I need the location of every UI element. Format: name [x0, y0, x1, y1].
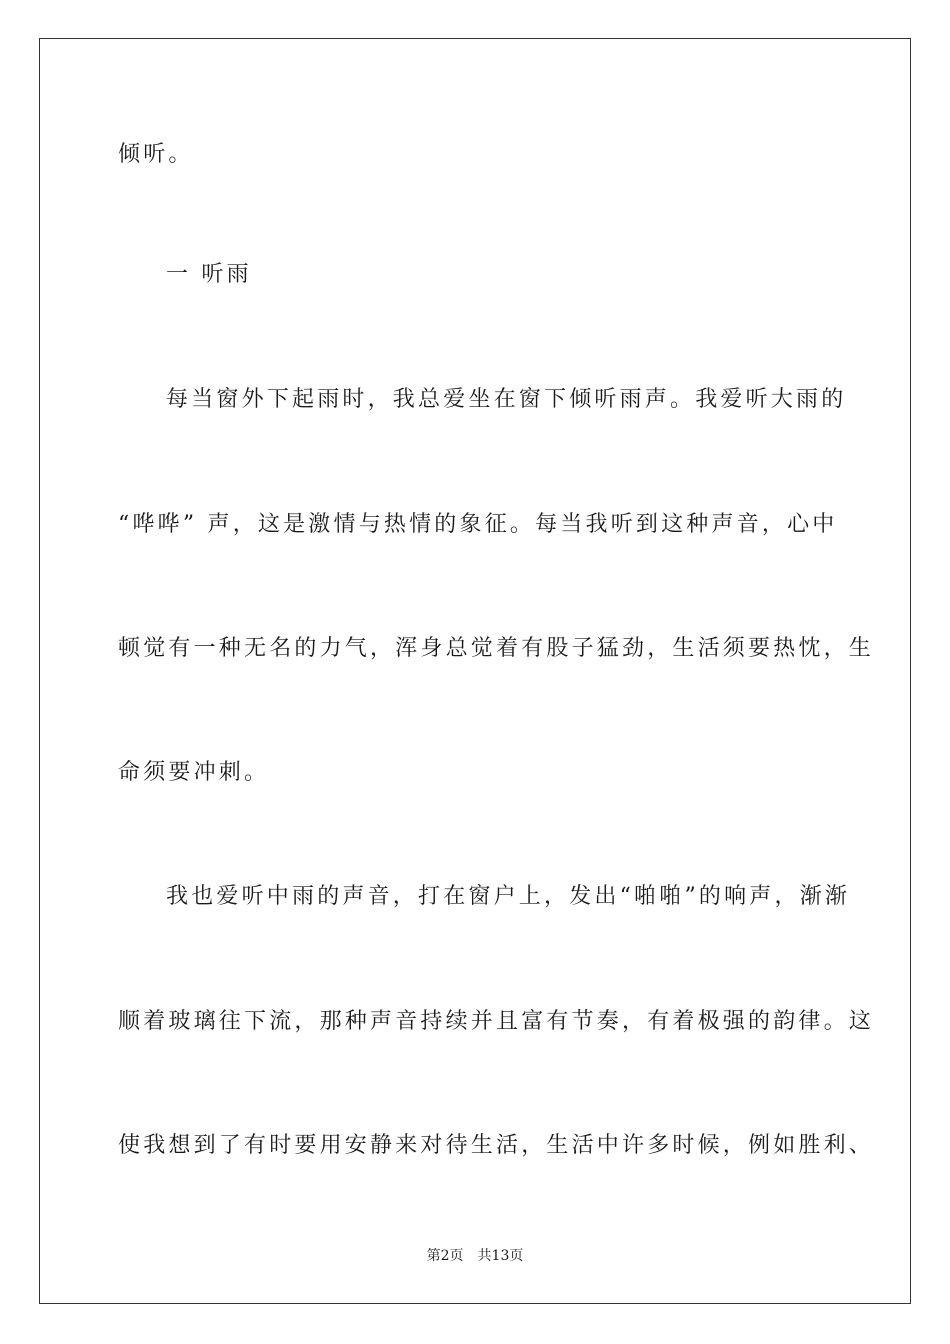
text-line: 使我想到了有时要用安静来对待生活，生活中许多时候，例如胜利、 — [118, 1133, 875, 1158]
text-line: 顺着玻璃往下流，那种声音持续并且富有节奏，有着极强的韵律。这 — [118, 1009, 875, 1034]
page-number: 第2页 — [426, 1248, 464, 1264]
page-total: 共13页 — [477, 1248, 524, 1264]
text-line: “哗哗” 声，这是激情与热情的象征。每当我听到这种声音，心中 — [118, 512, 838, 537]
text-line: 顿觉有一种无名的力气，浑身总觉着有股子猛劲，生活须要热忱，生 — [118, 636, 875, 661]
text-line: 倾听。 — [118, 142, 194, 167]
page-footer — [0, 1246, 950, 1266]
text-line: 每当窗外下起雨时，我总爱坐在窗下倾听雨声。我爱听大雨的 — [166, 387, 847, 412]
text-line: 命须要冲刺。 — [118, 760, 270, 785]
text-line: 我也爱听中雨的声音，打在窗户上，发出“啪啪”的响声，渐渐 — [166, 884, 851, 909]
page-border — [39, 38, 911, 1304]
section-heading: 一 听雨 — [166, 262, 252, 287]
